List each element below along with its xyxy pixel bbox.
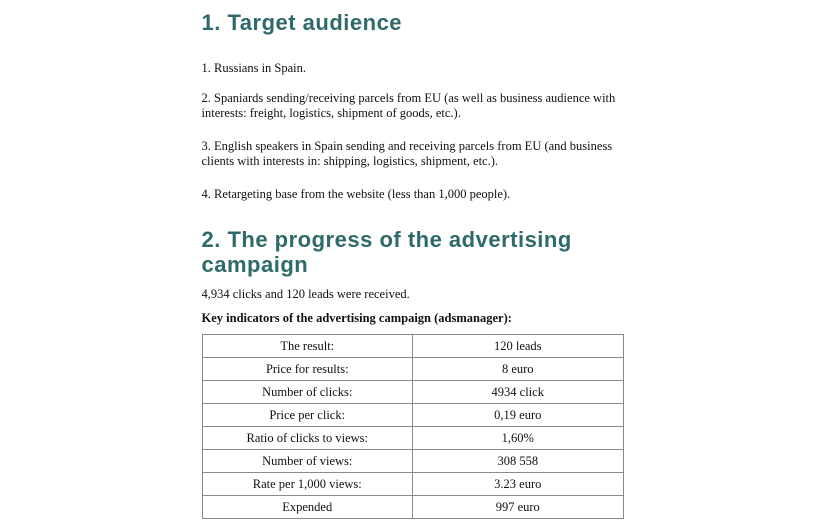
- audience-item-4: 4. Retargeting base from the website (less than 1,000 people).: [201, 187, 511, 201]
- indicator-label: Number of clicks:: [202, 381, 413, 404]
- results-summary: 4,934 clicks and 120 leads were received.: [201, 287, 410, 301]
- indicator-value: 997 euro: [413, 496, 624, 519]
- table-row-price-for-results: [202, 358, 623, 381]
- indicator-label: Rate per 1,000 views:: [202, 473, 413, 496]
- indicator-label: Ratio of clicks to views:: [202, 427, 413, 450]
- table-row-rate-per-1000-views: [202, 473, 623, 496]
- indicators-table-body: [202, 335, 623, 519]
- indicator-value: 0,19 euro: [413, 404, 624, 427]
- indicator-label: The result:: [202, 335, 413, 358]
- indicator-value: 4934 click: [413, 381, 624, 404]
- indicator-label: Number of views:: [202, 450, 413, 473]
- audience-item-1: 1. Russians in Spain.: [201, 61, 307, 75]
- table-row-number-of-clicks: [202, 381, 623, 404]
- audience-item-3: 3. English speakers in Spain sending and receiving parcels from EU (and business clients with interests in: shipping, logistics, shipment, etc.).: [201, 139, 613, 168]
- indicator-label: Expended: [202, 496, 413, 519]
- indicator-label: Price per click:: [202, 404, 413, 427]
- table-row-result: [202, 335, 623, 358]
- indicator-value: 308 558: [413, 450, 624, 473]
- section-2-heading: 2. The progress of the advertising campaign: [201, 227, 572, 277]
- indicator-label: Price for results:: [202, 358, 413, 381]
- indicator-value: 8 euro: [413, 358, 624, 381]
- indicators-table: [202, 334, 624, 519]
- indicator-value: 1,60%: [413, 427, 624, 450]
- section-1-heading: 1. Target audience: [201, 10, 403, 35]
- table-row-number-of-views: [202, 450, 623, 473]
- document-page: [202, 0, 624, 519]
- table-row-price-per-click: [202, 404, 623, 427]
- indicators-table-caption: Key indicators of the advertising campaign (adsmanager):: [201, 311, 512, 325]
- indicator-value: 120 leads: [413, 335, 624, 358]
- table-row-expended: [202, 496, 623, 519]
- audience-item-2: 2. Spaniards sending/receiving parcels from EU (as well as business audience with interests: freight, logistics, shipment of goods, etc.).: [201, 91, 616, 120]
- indicator-value: 3.23 euro: [413, 473, 624, 496]
- table-row-ratio-clicks-views: [202, 427, 623, 450]
